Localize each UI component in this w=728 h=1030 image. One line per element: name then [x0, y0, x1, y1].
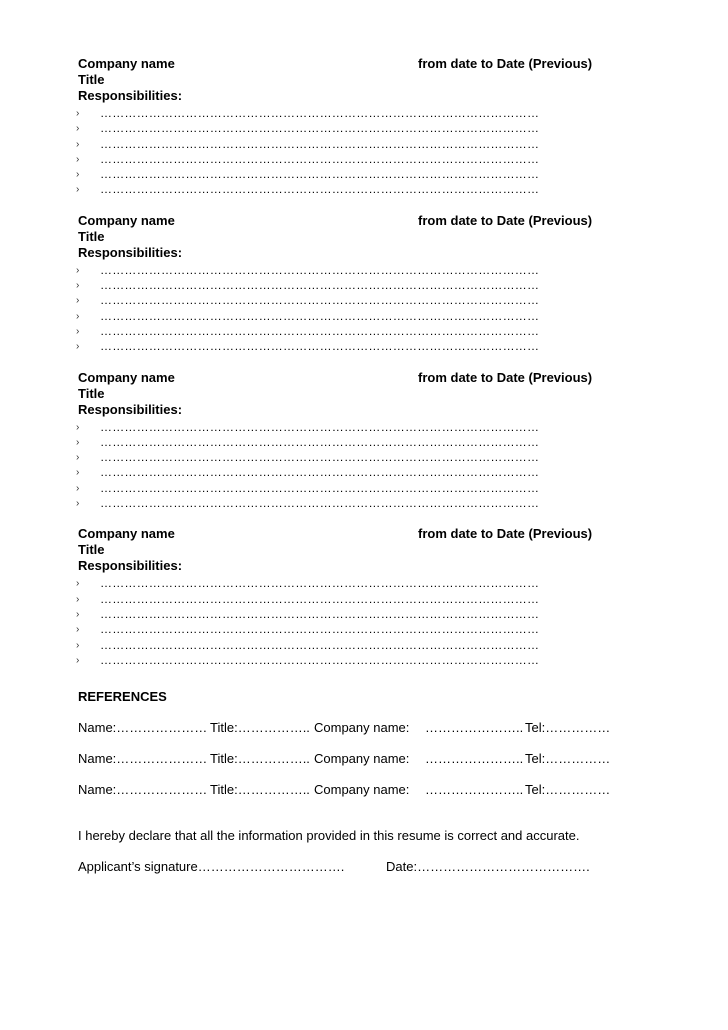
- bullet-icon: ›: [76, 169, 80, 181]
- fill-line: ………………………………………………………………………………………………: [100, 323, 540, 338]
- reference-company-label: Company name:: [314, 782, 410, 798]
- fill-line: ………………………………………………………………………………………………: [100, 606, 540, 621]
- responsibilities-label: Responsibilities:: [78, 558, 183, 574]
- responsibility-line: [78, 137, 638, 152]
- bullet-icon: ›: [76, 639, 80, 651]
- responsibility-line: [78, 293, 638, 308]
- fill-line: ………………………………………………………………………………………………: [100, 339, 540, 354]
- reference-company-label: Company name:: [314, 720, 410, 736]
- responsibility-line: [78, 496, 638, 511]
- reference-name: Name:…………………: [78, 782, 208, 798]
- bullet-icon: ›: [76, 123, 80, 135]
- job-title: Title: [78, 72, 105, 87]
- bullet-icon: ›: [76, 482, 80, 494]
- responsibility-line: [78, 339, 638, 354]
- bullet-icon: ›: [76, 578, 80, 590]
- fill-line: ………………………………………………………………………………………………: [100, 151, 540, 166]
- reference-company-fill: …………………..: [425, 782, 524, 798]
- bullet-icon: ›: [76, 593, 80, 605]
- responsibility-line: [78, 450, 638, 465]
- reference-company-fill: …………………..: [425, 751, 524, 767]
- responsibility-line: [78, 576, 638, 591]
- responsibility-line: [78, 435, 638, 450]
- fill-line: ………………………………………………………………………………………………: [100, 434, 540, 449]
- responsibility-line: [78, 653, 638, 668]
- bullet-icon: ›: [76, 498, 80, 510]
- reference-row: [78, 782, 638, 798]
- responsibility-line: [78, 182, 638, 197]
- job-dates: from date to Date (Previous): [418, 526, 593, 542]
- bullet-icon: ›: [76, 341, 80, 353]
- bullet-icon: ›: [76, 624, 80, 636]
- responsibility-line: [78, 420, 638, 435]
- job-title: Title: [78, 228, 105, 244]
- declaration-text: I hereby declare that all the information provided in this resume is correct and accurate.: [78, 828, 580, 844]
- fill-line: ………………………………………………………………………………………………: [100, 136, 540, 151]
- bullet-icon: ›: [76, 295, 80, 307]
- responsibility-line: [78, 152, 638, 167]
- signature-date: Date:………………………………….: [386, 859, 590, 875]
- reference-title: Title:……………..: [210, 751, 310, 767]
- responsibility-line: [78, 121, 638, 136]
- fill-line: ………………………………………………………………………………………………: [100, 450, 540, 465]
- responsibility-line: [78, 592, 638, 607]
- signature-label: Applicant’s signature…………………………….: [78, 859, 345, 875]
- bullet-icon: ›: [76, 436, 80, 448]
- bullet-icon: ›: [76, 280, 80, 292]
- bullet-icon: ›: [76, 310, 80, 322]
- responsibility-line: [78, 638, 638, 653]
- fill-line: ………………………………………………………………………………………………: [100, 576, 540, 591]
- fill-line: ………………………………………………………………………………………………: [100, 637, 540, 652]
- job-header: [78, 213, 638, 229]
- bullet-icon: ›: [76, 108, 80, 119]
- fill-line: ………………………………………………………………………………………………: [100, 308, 540, 323]
- fill-line: ………………………………………………………………………………………………: [100, 293, 540, 308]
- responsibility-line: [78, 106, 638, 121]
- company-name: Company name: [78, 212, 175, 228]
- reference-name: Name:…………………: [78, 720, 208, 736]
- company-name: Company name: [78, 369, 175, 385]
- bullet-icon: ›: [76, 421, 80, 433]
- fill-line: ………………………………………………………………………………………………: [100, 182, 540, 197]
- fill-line: ………………………………………………………………………………………………: [100, 419, 540, 434]
- bullet-icon: ›: [76, 654, 80, 666]
- job-header: [78, 370, 638, 386]
- fill-line: ………………………………………………………………………………………………: [100, 106, 540, 120]
- reference-tel: Tel:……………: [525, 782, 611, 798]
- company-name: Company name: [78, 526, 175, 542]
- responsibility-line: [78, 263, 638, 278]
- signature-row: [78, 859, 638, 875]
- job-dates: from date to Date (Previous): [418, 212, 593, 228]
- fill-line: ………………………………………………………………………………………………: [100, 278, 540, 293]
- fill-line: ………………………………………………………………………………………………: [100, 480, 540, 495]
- job-entry-3: [78, 370, 638, 512]
- job-header: [78, 56, 638, 72]
- job-title: Title: [78, 385, 105, 401]
- responsibility-line: [78, 309, 638, 324]
- reference-tel: Tel:……………: [525, 720, 611, 736]
- responsibilities-list: [78, 576, 638, 668]
- responsibility-line: [78, 481, 638, 496]
- reference-name: Name:…………………: [78, 751, 208, 767]
- bullet-icon: ›: [76, 325, 80, 337]
- job-entry-4: [78, 526, 638, 668]
- bullet-icon: ›: [76, 467, 80, 479]
- job-dates: from date to Date (Previous): [418, 369, 593, 385]
- bullet-icon: ›: [76, 138, 80, 150]
- bullet-icon: ›: [76, 264, 80, 276]
- resume-page: [78, 56, 638, 875]
- reference-title: Title:……………..: [210, 782, 310, 798]
- reference-title: Title:……………..: [210, 720, 310, 736]
- fill-line: ………………………………………………………………………………………………: [100, 496, 540, 511]
- reference-row: [78, 720, 638, 736]
- responsibility-line: [78, 278, 638, 293]
- company-name: Company name: [78, 56, 175, 71]
- job-entry-1: [78, 56, 638, 198]
- fill-line: ………………………………………………………………………………………………: [100, 652, 540, 667]
- responsibilities-label: Responsibilities:: [78, 401, 183, 417]
- fill-line: ………………………………………………………………………………………………: [100, 167, 540, 182]
- bullet-icon: ›: [76, 608, 80, 620]
- fill-line: ………………………………………………………………………………………………: [100, 262, 540, 277]
- responsibility-line: [78, 622, 638, 637]
- fill-line: ………………………………………………………………………………………………: [100, 121, 540, 136]
- responsibilities-list: [78, 420, 638, 512]
- responsibility-line: [78, 324, 638, 339]
- responsibilities-list: [78, 263, 638, 355]
- responsibilities-label: Responsibilities:: [78, 244, 183, 260]
- reference-company-fill: …………………..: [425, 720, 524, 736]
- responsibilities-label: Responsibilities:: [78, 88, 183, 103]
- job-dates: from date to Date (Previous): [418, 56, 593, 71]
- reference-row: [78, 751, 638, 767]
- job-title: Title: [78, 542, 105, 558]
- responsibility-line: [78, 167, 638, 182]
- job-header: [78, 526, 638, 542]
- fill-line: ………………………………………………………………………………………………: [100, 591, 540, 606]
- responsibility-line: [78, 465, 638, 480]
- responsibilities-list: [78, 106, 638, 198]
- references-heading: REFERENCES: [78, 689, 167, 705]
- fill-line: ………………………………………………………………………………………………: [100, 465, 540, 480]
- reference-company-label: Company name:: [314, 751, 410, 767]
- bullet-icon: ›: [76, 452, 80, 464]
- job-entry-2: [78, 213, 638, 355]
- responsibility-line: [78, 607, 638, 622]
- reference-tel: Tel:……………: [525, 751, 611, 767]
- fill-line: ………………………………………………………………………………………………: [100, 622, 540, 637]
- bullet-icon: ›: [76, 153, 80, 165]
- bullet-icon: ›: [76, 184, 80, 196]
